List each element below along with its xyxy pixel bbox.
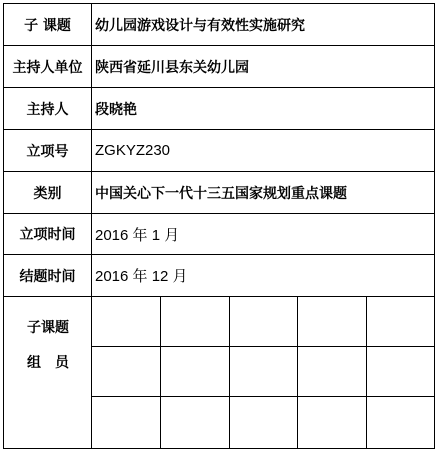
member-cell [367, 397, 434, 448]
value-end-date: 2016 年 12 月 [95, 268, 188, 285]
member-cell [92, 397, 161, 448]
label-start-date: 立项时间 [4, 214, 92, 254]
row-subproject [4, 4, 434, 46]
member-cell [298, 347, 367, 397]
member-cell [298, 397, 367, 448]
member-cell [161, 397, 230, 448]
member-cell [92, 297, 161, 347]
row-end-date [4, 255, 434, 297]
value-project-number: ZGKYZ230 [95, 142, 171, 159]
value-host-unit: 陕西省延川县东关幼儿园 [95, 59, 249, 76]
member-cell [298, 297, 367, 347]
project-info-table [3, 3, 435, 449]
label-subproject: 子 课题 [4, 4, 92, 45]
member-cell [367, 347, 434, 397]
row-host-unit [4, 46, 434, 88]
members-label-cell [4, 297, 92, 448]
member-cell [230, 347, 298, 397]
member-cell [161, 347, 230, 397]
member-cell [92, 347, 161, 397]
row-category [4, 172, 434, 214]
member-cell [230, 397, 298, 448]
members-label-line2: 组 员 [27, 355, 69, 371]
member-cell [367, 297, 434, 347]
label-host: 主持人 [4, 88, 92, 129]
value-subproject: 幼儿园游戏设计与有效性实施研究 [95, 17, 305, 34]
row-project-number [4, 130, 434, 172]
label-project-number: 立项号 [4, 130, 92, 171]
value-start-date: 2016 年 1 月 [95, 226, 180, 244]
label-host-unit: 主持人单位 [4, 46, 92, 87]
row-host [4, 88, 434, 130]
label-category: 类别 [4, 172, 92, 213]
member-cell [161, 297, 230, 347]
row-start-date [4, 214, 434, 255]
value-host: 段晓艳 [95, 101, 137, 118]
label-end-date: 结题时间 [4, 255, 92, 296]
members-grid [92, 297, 434, 448]
value-category: 中国关心下一代十三五国家规划重点课题 [95, 185, 347, 202]
members-label-line1: 子课题 [27, 320, 69, 336]
member-cell [230, 297, 298, 347]
